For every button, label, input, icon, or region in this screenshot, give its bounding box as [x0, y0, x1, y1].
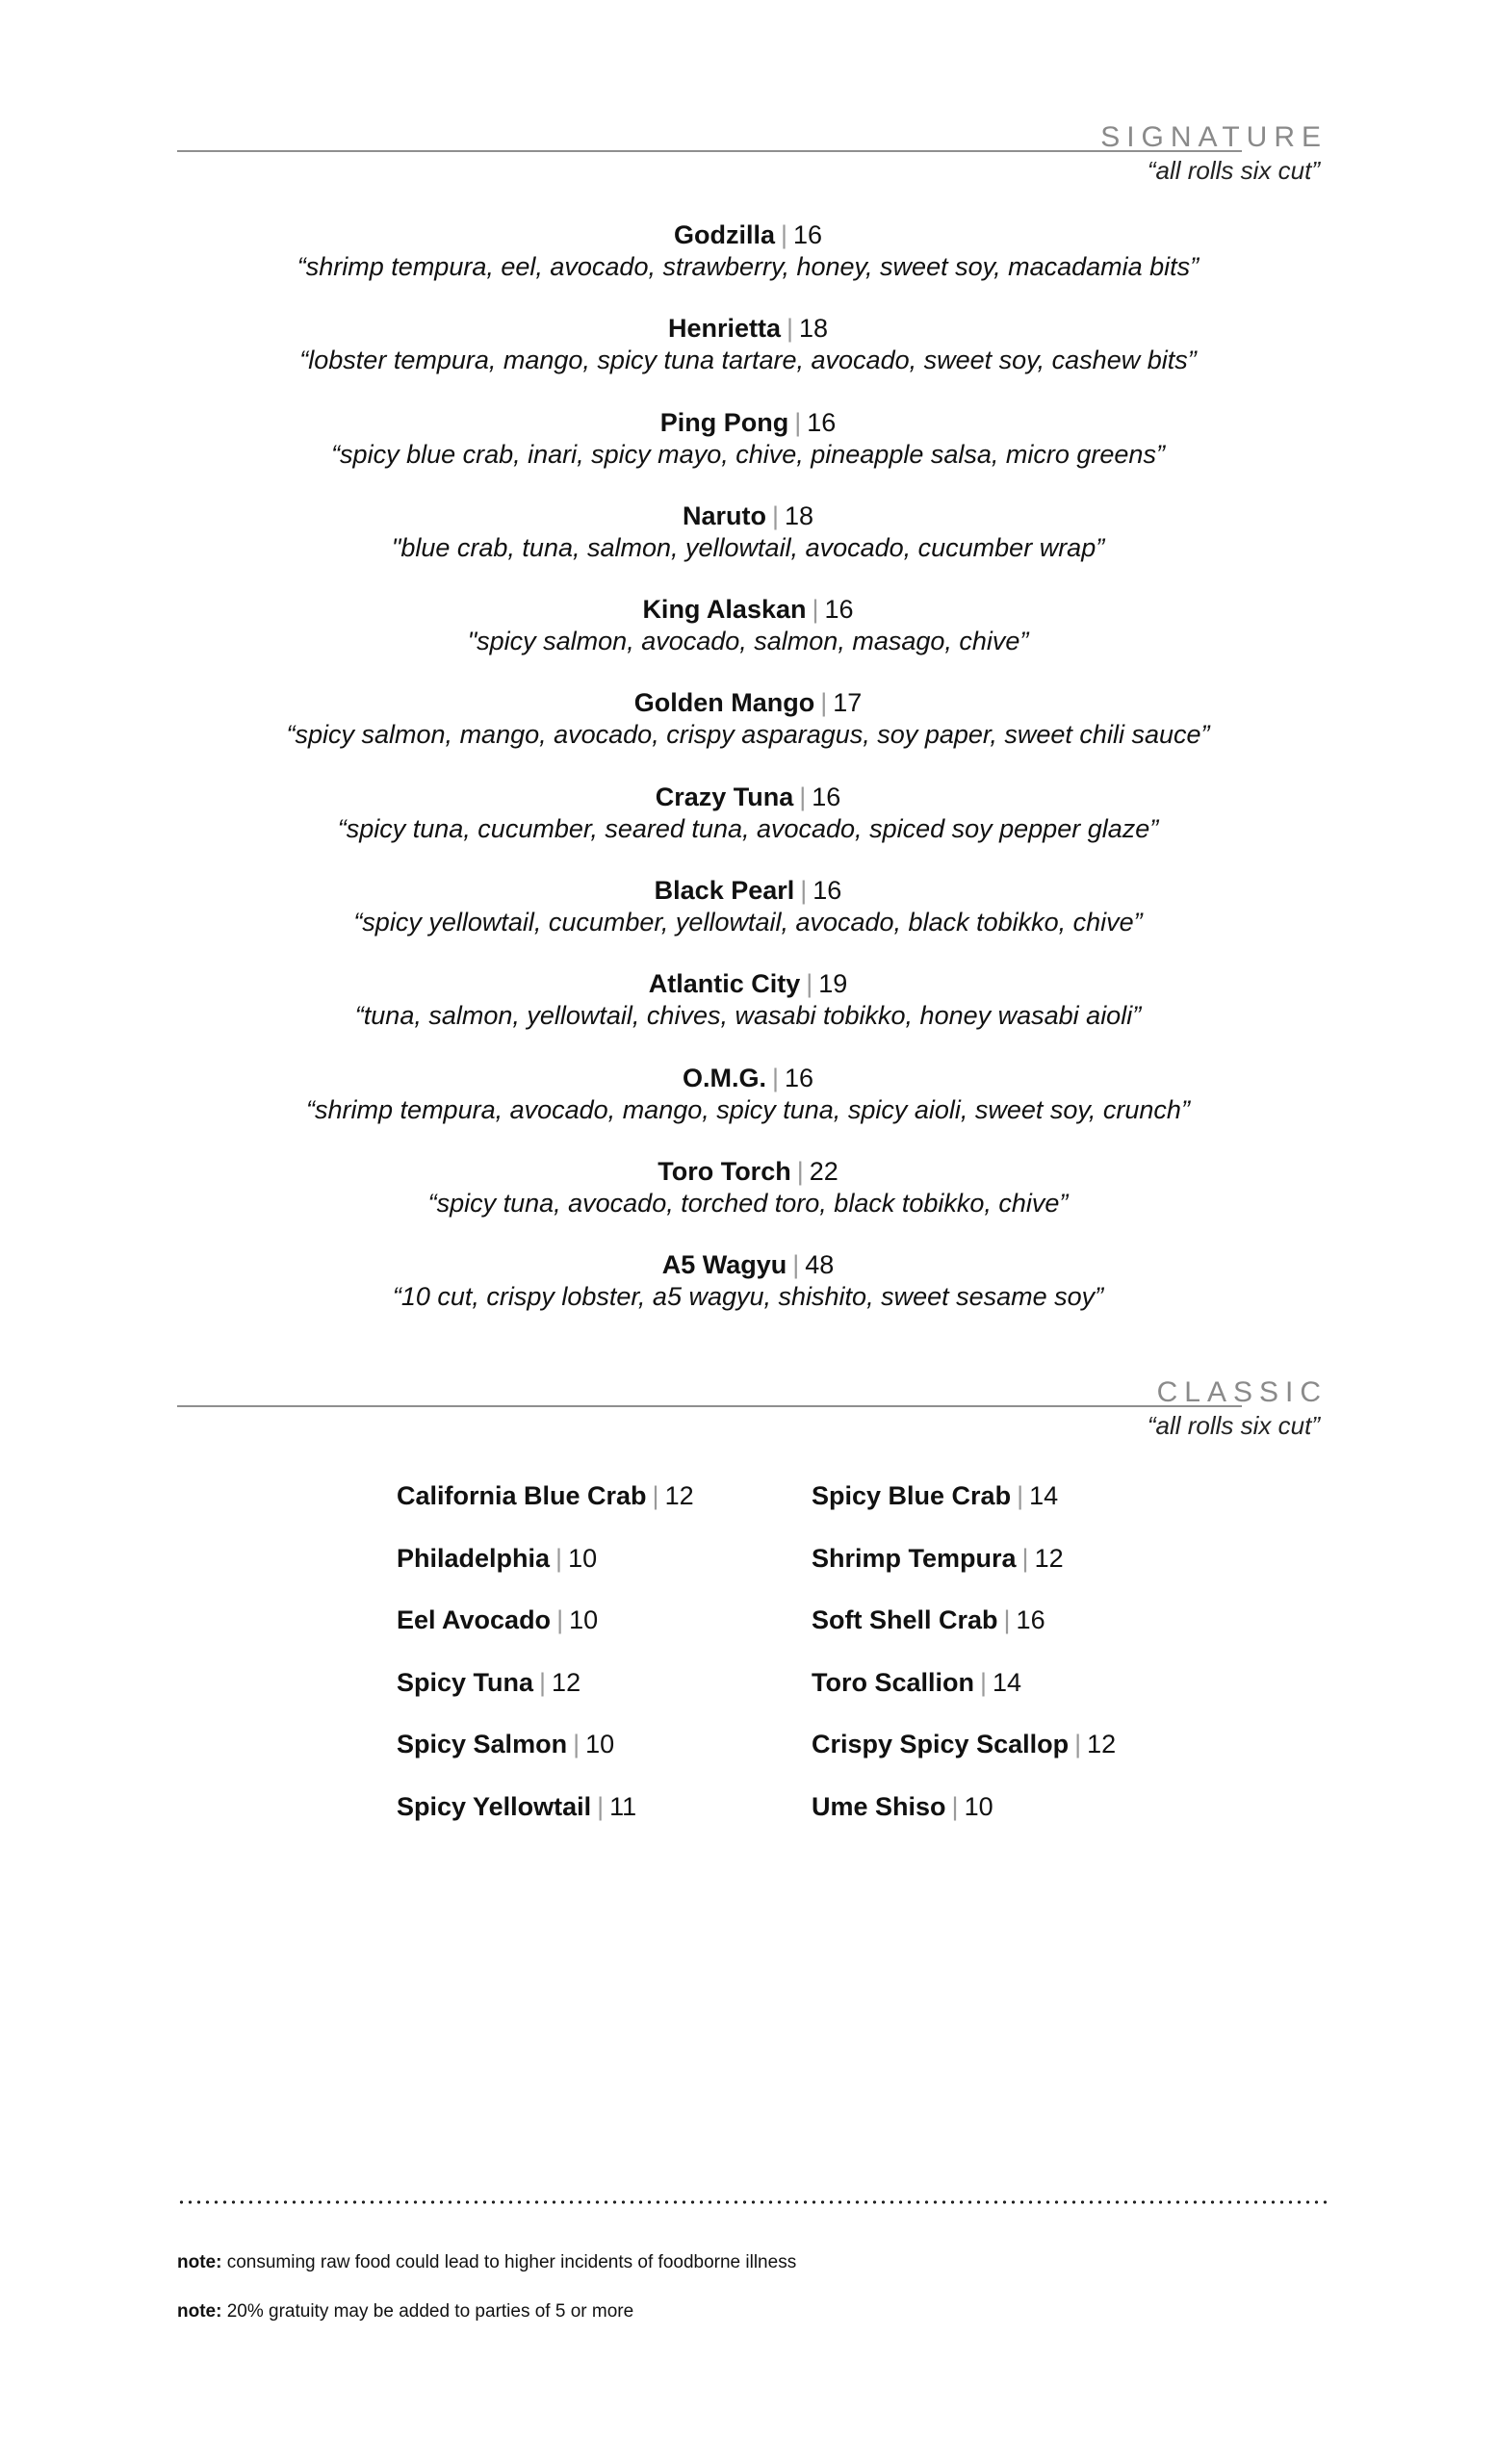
classic-subtitle: “all rolls six cut”	[1147, 1411, 1320, 1440]
roll-price: 17	[833, 688, 863, 718]
roll-name-line	[0, 968, 1496, 1000]
roll-price: 12	[1034, 1543, 1064, 1573]
roll-name: California Blue Crab	[397, 1481, 647, 1510]
price-separator: |	[652, 1481, 659, 1510]
dotted-divider	[177, 2199, 1328, 2205]
price-separator: |	[820, 688, 828, 718]
roll-name: Henrietta	[667, 314, 781, 344]
roll-name: A5 Wagyu	[661, 1250, 787, 1280]
note-gratuity	[177, 2301, 633, 2323]
roll-price: 16	[1016, 1605, 1045, 1634]
signature-roll-item	[0, 1063, 1496, 1156]
roll-name-line	[0, 500, 1496, 532]
roll-price: 16	[807, 407, 837, 437]
roll-price: 10	[585, 1730, 615, 1758]
price-separator: |	[799, 782, 807, 811]
classic-title: CLASSIC	[1156, 1376, 1328, 1408]
classic-roll-item	[812, 1729, 1116, 1791]
signature-roll-item	[0, 875, 1496, 968]
signature-roll-item	[0, 1249, 1496, 1343]
roll-price: 10	[569, 1605, 599, 1634]
roll-name: Soft Shell Crab	[812, 1605, 998, 1634]
price-separator: |	[1003, 1605, 1011, 1634]
signature-subtitle: “all rolls six cut”	[1147, 156, 1320, 185]
note-text: 20% gratuity may be added to parties of 5 or more	[221, 2301, 634, 2322]
classic-roll-item	[397, 1791, 694, 1854]
roll-name: Ping Pong	[659, 407, 789, 437]
roll-price: 48	[805, 1250, 835, 1280]
price-separator: |	[951, 1791, 959, 1821]
price-separator: |	[555, 1543, 563, 1573]
roll-price: 14	[993, 1667, 1022, 1697]
signature-roll-item	[0, 782, 1496, 875]
roll-name-line	[0, 219, 1496, 251]
classic-roll-item	[397, 1480, 694, 1543]
roll-price: 12	[664, 1481, 694, 1510]
classic-roll-item	[397, 1729, 694, 1791]
price-separator: |	[786, 314, 793, 344]
signature-roll-item	[0, 407, 1496, 500]
roll-description: “spicy salmon, mango, avocado, crispy asparagus, soy paper, sweet chili sauce”	[286, 720, 1210, 750]
roll-name-line	[0, 313, 1496, 345]
price-separator: |	[1017, 1481, 1024, 1510]
roll-name: Toro Scallion	[812, 1667, 975, 1697]
roll-price: 18	[784, 500, 814, 530]
roll-name-line	[0, 782, 1496, 813]
signature-title: SIGNATURE	[1100, 121, 1328, 153]
price-separator: |	[597, 1791, 605, 1821]
roll-description: “lobster tempura, mango, spicy tuna tartare, avocado, sweet soy, cashew bits”	[299, 346, 1197, 375]
note-label: note:	[177, 2252, 222, 2272]
roll-price: 12	[552, 1667, 581, 1697]
classic-rule	[177, 1405, 1242, 1407]
roll-name: Crispy Spicy Scallop	[812, 1730, 1070, 1758]
price-separator: |	[812, 595, 819, 625]
roll-name-line	[0, 1063, 1496, 1094]
classic-roll-item	[812, 1791, 1116, 1854]
roll-price: 16	[792, 220, 823, 249]
roll-description: “spicy yellowtail, cucumber, yellowtail, avocado, black tobikko, chive”	[353, 908, 1143, 937]
roll-name-line	[0, 687, 1496, 719]
note-text: consuming raw food could lead to higher incidents of foodborne illness	[221, 2252, 797, 2272]
roll-description: “shrimp tempura, eel, avocado, strawberry, honey, sweet soy, macadamia bits”	[297, 252, 1199, 281]
roll-name: Crazy Tuna	[655, 782, 794, 811]
price-separator: |	[800, 876, 808, 906]
price-separator: |	[539, 1667, 547, 1697]
roll-name: Spicy Tuna	[397, 1667, 534, 1697]
roll-description: “spicy blue crab, inari, spicy mayo, chive, pineapple salsa, micro greens”	[331, 439, 1165, 469]
price-separator: |	[1021, 1543, 1029, 1573]
roll-name-line	[0, 1156, 1496, 1188]
signature-roll-item	[0, 968, 1496, 1062]
roll-name: Godzilla	[673, 220, 775, 249]
signature-roll-item	[0, 687, 1496, 781]
roll-name: Eel Avocado	[397, 1605, 552, 1634]
roll-price: 10	[568, 1543, 598, 1573]
price-separator: |	[771, 500, 779, 530]
roll-name: O.M.G.	[682, 1063, 766, 1092]
signature-roll-item	[0, 594, 1496, 687]
classic-roll-item	[397, 1667, 694, 1730]
classic-roll-item	[812, 1480, 1116, 1543]
classic-roll-item	[812, 1543, 1116, 1605]
roll-name-line	[0, 1249, 1496, 1281]
roll-name: Shrimp Tempura	[812, 1543, 1017, 1573]
signature-roll-item	[0, 500, 1496, 594]
roll-price: 12	[1087, 1730, 1117, 1758]
classic-left-column	[397, 1480, 694, 1853]
price-separator: |	[980, 1667, 988, 1697]
price-separator: |	[806, 969, 813, 999]
roll-price: 18	[799, 314, 829, 344]
roll-price: 14	[1029, 1481, 1059, 1510]
price-separator: |	[556, 1605, 564, 1634]
note-label: note:	[177, 2301, 222, 2322]
roll-name: Toro Torch	[658, 1156, 791, 1186]
price-separator: |	[573, 1730, 580, 1758]
price-separator: |	[794, 407, 802, 437]
roll-description: “tuna, salmon, yellowtail, chives, wasabi tobikko, honey wasabi aioli”	[354, 1001, 1142, 1031]
roll-description: "blue crab, tuna, salmon, yellowtail, avocado, cucumber wrap”	[391, 532, 1105, 562]
classic-roll-item	[812, 1667, 1116, 1730]
signature-roll-item	[0, 219, 1496, 313]
roll-name-line	[0, 407, 1496, 439]
price-separator: |	[1074, 1730, 1082, 1758]
roll-name: Spicy Salmon	[397, 1730, 568, 1758]
roll-price: 16	[812, 782, 841, 811]
roll-price: 10	[964, 1791, 993, 1821]
price-separator: |	[771, 1063, 779, 1092]
roll-name: King Alaskan	[642, 595, 807, 625]
roll-price: 16	[812, 876, 842, 906]
roll-description: “spicy tuna, cucumber, seared tuna, avocado, spiced soy pepper glaze”	[337, 813, 1159, 843]
roll-name: Golden Mango	[633, 688, 815, 718]
roll-name: Black Pearl	[654, 876, 795, 906]
roll-price: 16	[824, 595, 854, 625]
signature-rule	[177, 150, 1242, 152]
classic-roll-item	[812, 1604, 1116, 1667]
signature-roll-list	[0, 219, 1496, 1344]
roll-name: Spicy Blue Crab	[812, 1481, 1012, 1510]
roll-description: "spicy salmon, avocado, salmon, masago, chive”	[467, 627, 1029, 656]
roll-price: 11	[609, 1791, 637, 1821]
classic-right-column	[812, 1480, 1116, 1853]
classic-roll-item	[397, 1604, 694, 1667]
roll-name: Spicy Yellowtail	[397, 1791, 592, 1821]
signature-roll-item	[0, 313, 1496, 406]
roll-price: 16	[784, 1063, 814, 1092]
roll-name-line	[0, 875, 1496, 907]
roll-description: “10 cut, crispy lobster, a5 wagyu, shishito, sweet sesame soy”	[392, 1282, 1104, 1312]
price-separator: |	[796, 1156, 804, 1186]
roll-name: Philadelphia	[397, 1543, 551, 1573]
price-separator: |	[780, 220, 787, 249]
signature-roll-item	[0, 1156, 1496, 1249]
roll-name-line	[0, 594, 1496, 626]
note-raw-food	[177, 2252, 796, 2273]
roll-name: Atlantic City	[648, 969, 801, 999]
roll-description: “shrimp tempura, avocado, mango, spicy tuna, spicy aioli, sweet soy, crunch”	[306, 1094, 1190, 1124]
price-separator: |	[792, 1250, 800, 1280]
classic-roll-item	[397, 1543, 694, 1605]
roll-price: 19	[818, 969, 848, 999]
roll-description: “spicy tuna, avocado, torched toro, black tobikko, chive”	[427, 1188, 1069, 1218]
roll-price: 22	[809, 1156, 838, 1186]
roll-name: Ume Shiso	[812, 1791, 946, 1821]
roll-name: Naruto	[682, 500, 766, 530]
